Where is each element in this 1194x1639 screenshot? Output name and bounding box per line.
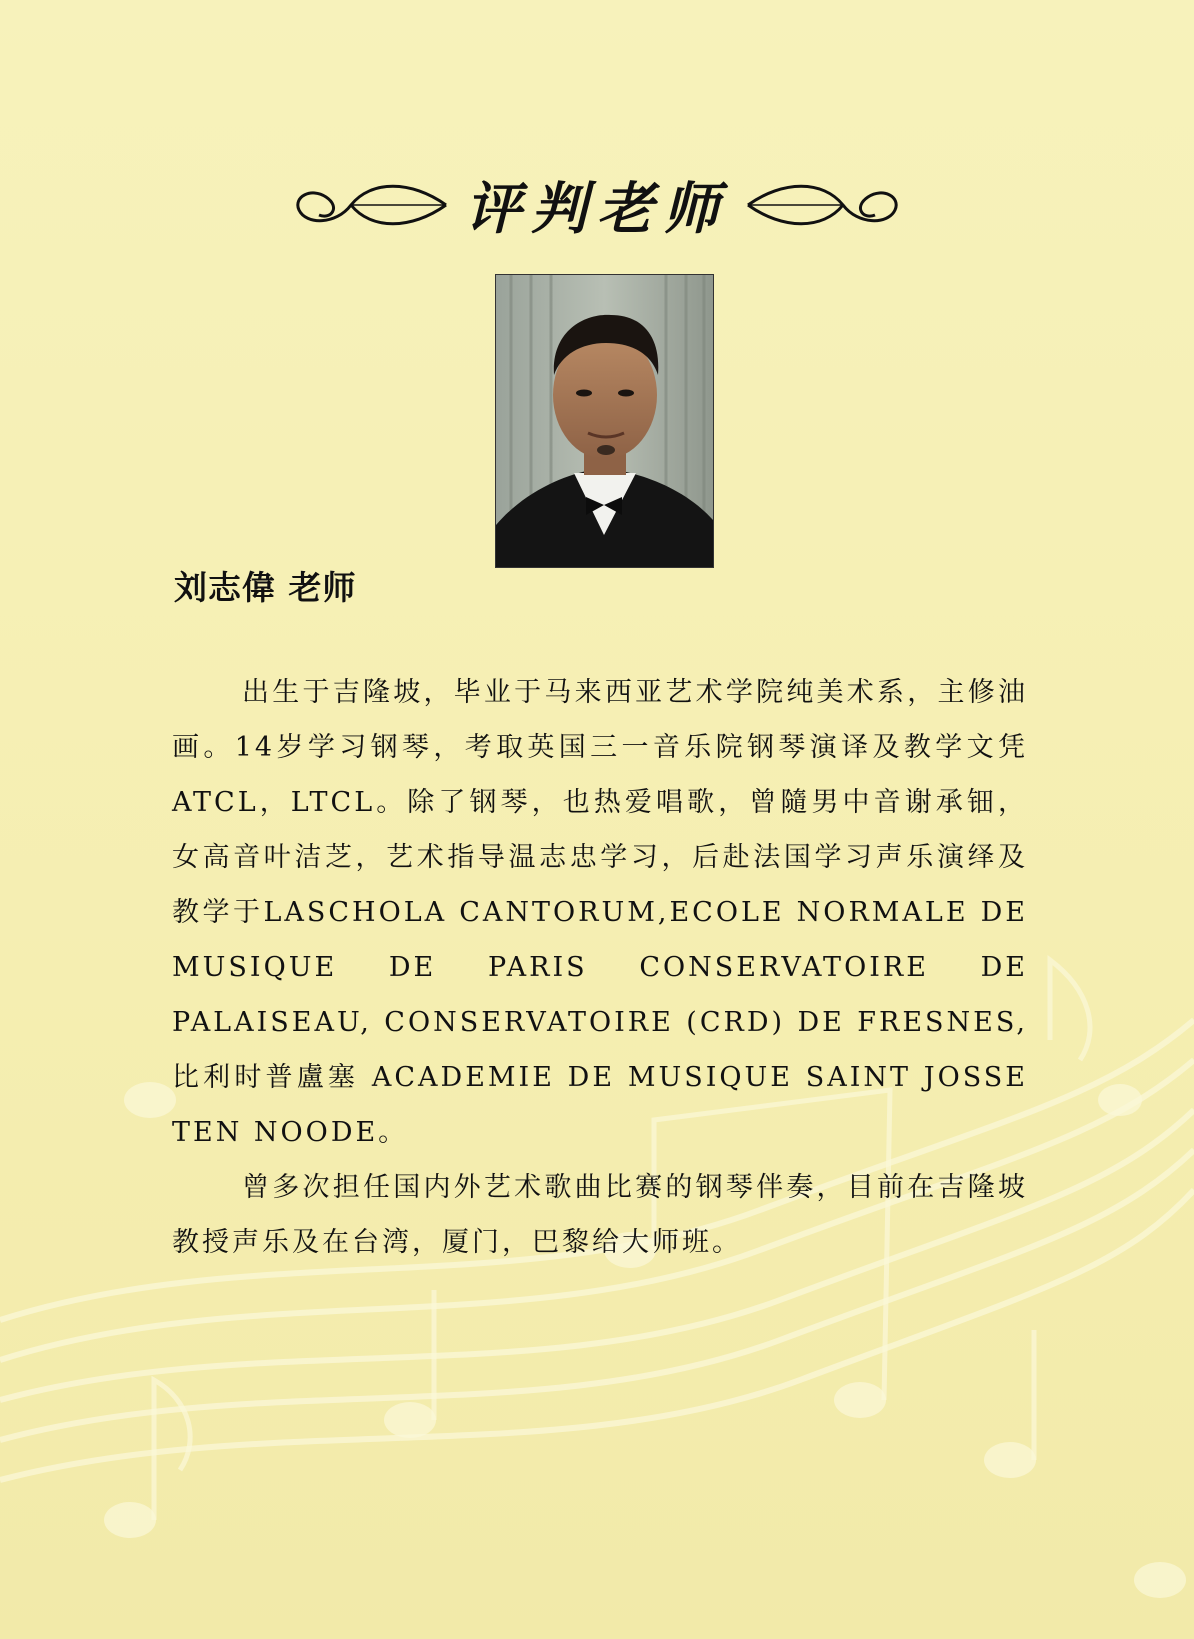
bio-paragraph: 曾多次担任国内外艺术歌曲比赛的钢琴伴奏，目前在吉隆坡教授声乐及在台湾，厦门，巴黎给大师班。 [172, 1172, 1028, 1258]
teacher-biography [172, 665, 1028, 1270]
portrait-icon [496, 275, 713, 567]
title-row [0, 165, 1194, 245]
teacher-name: 刘志偉 老师 [174, 568, 357, 607]
left-flourish-icon [291, 175, 451, 235]
teacher-portrait-photo [495, 274, 714, 568]
page-title: 评判老师 [465, 176, 729, 242]
bio-paragraph: 出生于吉隆坡，毕业于马来西亚艺术学院纯美术系，主修油画。14岁学习钢琴，考取英国三一音乐院钢琴演译及教学文凭ATCL，LTCL。除了钢琴，也热爱唱歌，曾隨男中音谢承钿，女高音叶洁芝，艺术指导温志忠学习，后赴法国学习声乐演绎及教学于LASCHOLA CANTORUM,ECOLE NORMALE DE MUSIQUE DE PARIS CONSERVATOIRE DE PALAISEAU, CONSERVATOIRE (CRD) DE FRESNES, 比利时普盧塞 ACADEMIE DE MUSIQUE SAINT JOSSE TEN NOODE。 [172, 677, 1028, 1148]
right-flourish-icon [743, 175, 903, 235]
